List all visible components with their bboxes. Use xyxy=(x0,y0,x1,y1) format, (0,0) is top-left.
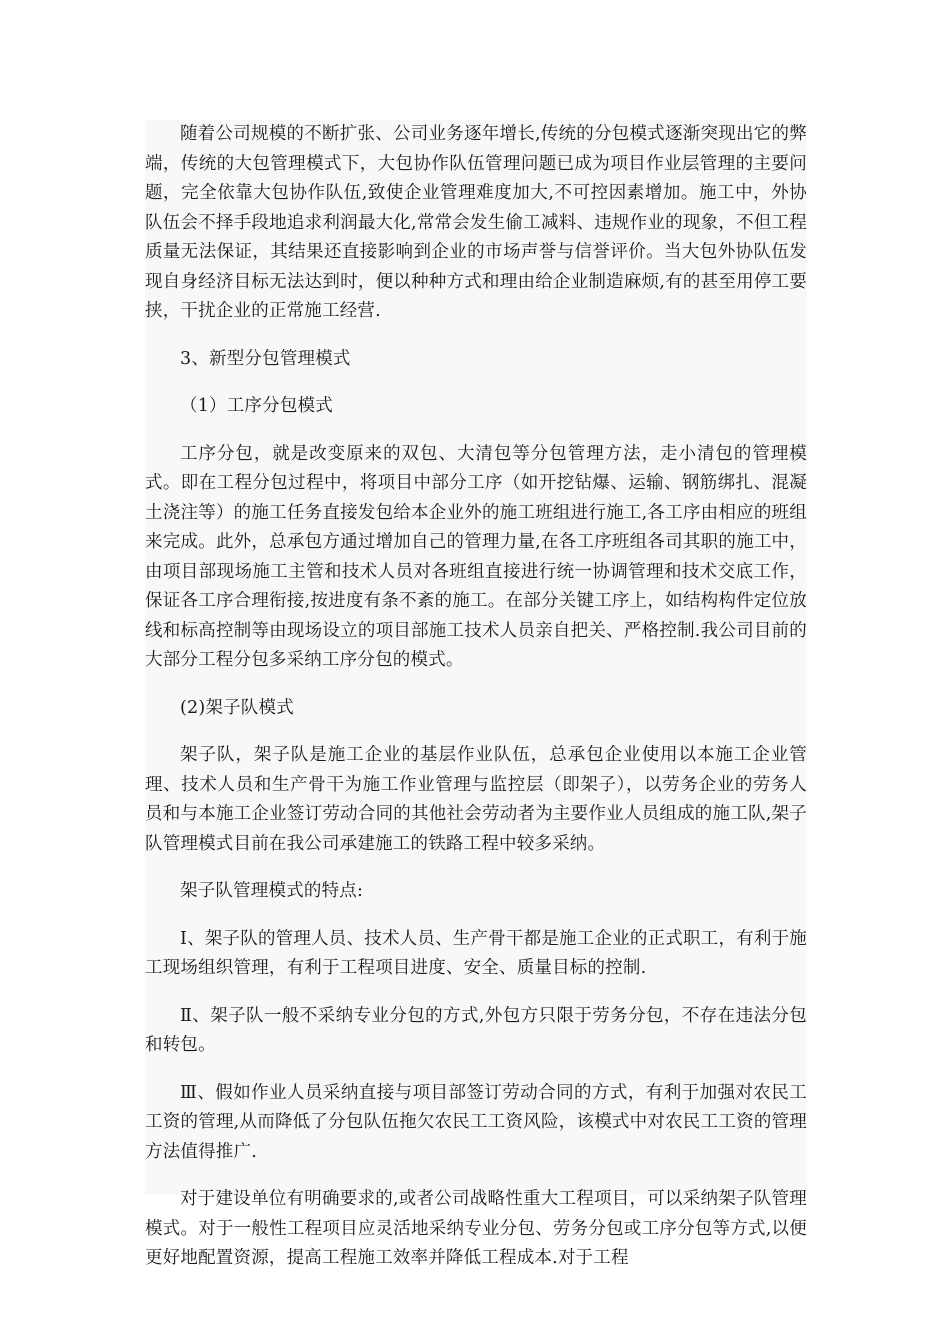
paragraph-outsourcing-drawbacks: 随着公司规模的不断扩张、公司业务逐年增长,传统的分包模式逐渐突现出它的弊端，传统的大包管理模式下，大包协作队伍管理问题已成为项目作业层管理的主要问题，完全依靠大包协作队伍,致使企业管理难度加大,不可控因素增加。施工中，外协队伍会不择手段地追求利润最大化,常常会发生偷工减料、违规作业的现象，不但工程质量无法保证，其结果还直接影响到企业的市场声誉与信誉评价。当大包外协队伍发现自身经济目标无法达到时，便以种种方式和理由给企业制造麻烦,有的甚至用停工要挟，干扰企业的正常施工经营. xyxy=(145,124,807,321)
subheading-process-subcontract: （1）工序分包模式 xyxy=(180,396,333,416)
paragraph-process-subcontract: 工序分包，就是改变原来的双包、大清包等分包管理方法，走小清包的管理模式。即在工程分包过程中，将项目中部分工序（如开挖钻爆、运输、钢筋绑扎、混凝土浇注等）的施工任务直接发包给本企业外的施工班组进行施工,各工序由相应的班组来完成。此外，总承包方通过增加自己的管理力量,在各工序班组各司其职的施工中，由项目部现场施工主管和技术人员对各班组直接进行统一协调管理和技术交底工作，保证各工序合理衔接,按进度有条不紊的施工。在部分关键工序上，如结构构件定位放线和标高控制等由现场设立的项目部施工技术人员亲自把关、严格控制.我公司目前的大部分工程分包多采纳工序分包的模式。 xyxy=(145,443,807,670)
section-heading-new-model: 3、新型分包管理模式 xyxy=(180,348,351,369)
paragraph-recommendation: 对于建设单位有明确要求的,或者公司战略性重大工程项目，可以采纳架子队管理模式。对于一般性工程项目应灵活地采纳专业分包、劳务分包或工序分包等方式,以便更好地配置资源，提高工程施工效率并降低工程成本.对于工程 xyxy=(145,1189,807,1268)
document-page xyxy=(145,120,807,1268)
list-item-feature-1: Ⅰ、架子队的管理人员、技术人员、生产骨干都是施工企业的正式职工，有利于施工现场组织管理，有利于工程项目进度、安全、质量目标的控制. xyxy=(145,928,807,978)
list-item-feature-3: Ⅲ、假如作业人员采纳直接与项目部签订劳动合同的方式，有利于加强对农民工工资的管理,从而降低了分包队伍拖欠农民工工资风险，该模式中对农民工工资的管理方法值得推广. xyxy=(145,1082,807,1162)
paragraph-frame-team-features: 架子队管理模式的特点: xyxy=(180,881,364,901)
subheading-frame-team: (2)架子队模式 xyxy=(180,697,294,718)
list-item-feature-2: Ⅱ、架子队一般不采纳专业分包的方式,外包方只限于劳务分包，不存在违法分包和转包。 xyxy=(145,1005,807,1055)
paragraph-frame-team: 架子队，架子队是施工企业的基层作业队伍，总承包企业使用以本施工企业管理、技术人员和生产骨干为施工作业管理与监控层（即架子），以劳务企业的劳务人员和与本施工企业签订劳动合同的其他社会劳动者为主要作业人员组成的施工队,架子队管理模式目前在我公司承建施工的铁路工程中较多采纳。 xyxy=(145,745,807,854)
